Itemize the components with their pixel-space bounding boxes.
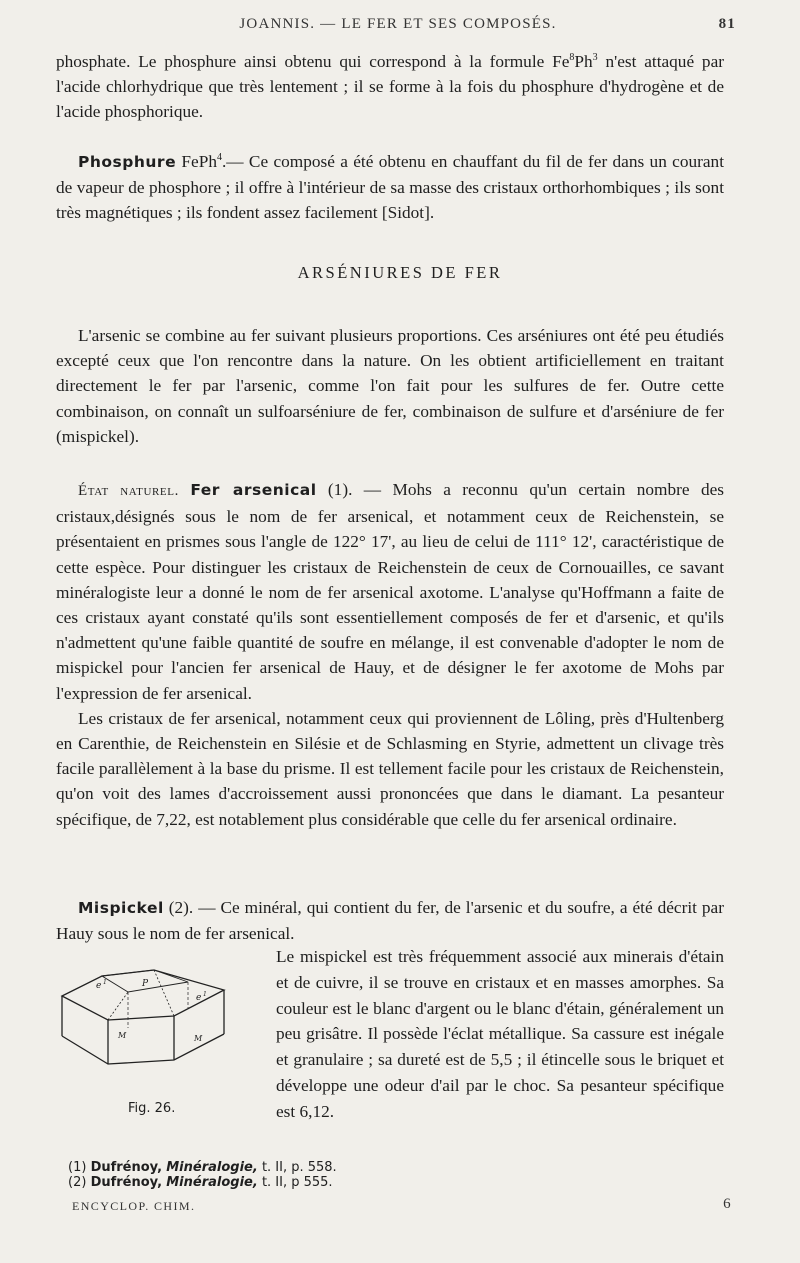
signature-mark: 6 <box>723 1196 732 1212</box>
svg-text:1: 1 <box>103 979 107 986</box>
page-footer <box>72 1196 732 1214</box>
term-fer-arsenical: Fer arsenical <box>190 481 317 499</box>
footnotes <box>68 1160 337 1190</box>
figure-caption: Fig. 26. <box>128 1101 176 1116</box>
paragraph-arsenic: L'arsenic se combine au fer suivant plusieurs proportions. Ces arséniures ont été peu étudiés excepté ceux que l'on rencontre dans la nature. On les obtient artificiellement en traitant directement le fer par l'arsenic, comme l'on fait pour les sulfures de fer. Outre cette combinaison, on connaît un sulfoarséniure de fer, combinaison de sulfure et d'arséniure de fer (mispickel). <box>56 326 724 446</box>
term-phosphure: Phosphure <box>78 152 177 171</box>
paragraph-fer-arsenical: État naturel. Fer arsenical (1). — Mohs a reconnu qu'un certain nombre des cristaux,désignés sous le nom de fer arsenical, et notamment ceux de Reichenstein, se présentaient en prismes sous l'angle de 122° 17', au lieu de celui de 111° 12', caractéristique de cette espèce. Pour distinguer les cristaux de Reichenstein de ceux de Cornouailles, ce savant minéralogiste leur a donné le nom de fer arsenical axotome. L'analyse qu'Hoffmann a faite de ces cristaux ayant constaté qu'ils sont essentiellement composés de fer et d'arsenic, et qu'ils n'admettent qu'une faible quantité de soufre en mélange, il est convenable d'adopter le nom de mispickel pour l'ancien fer arsenical de Hauy, et de désigner le fer axotome de Mohs par l'expression de fer arsenical. Les cristaux de fer arsenical, notamment ceux qui proviennent de Lôling, près d'Hultenberg en Carenthie, de Reichenstein en Silésie et de Schlasming en Styrie, admettent un clivage très facile parallèlement à la base du prisme. Il est tellement facile pour les cristaux de Reichenstein, qu'on voit des lames d'accroissement aussi prononcées que dans le diamant. La pesanteur spécifique, de 7,22, est notablement plus considérable que celle du fer arsenical ordinaire. <box>56 477 724 832</box>
footer-label: ENCYCLOP. CHIM. <box>72 1199 196 1213</box>
paragraph-phosphure: Phosphure FePh$^4$.— Ce composé a été obtenu en chauffant du fil de fer dans un courant de vapeur de phosphore ; il offre à l'intérieur de sa masse des cristaux orthorhombiques ; ils sont très magnétiques ; ils fondent assez facilement [Sidot]. <box>56 151 724 223</box>
paragraph-phosphate: phosphate. Le phosphure ainsi obtenu qui correspond à la formule Fe$^8$Ph$^3$ n'est attaqué par l'acide chlorhydrique que très lentement ; il se forme à la fois du phosphure d'hydrogène et de l'acide phosphorique. <box>56 51 724 122</box>
crystal-figure <box>56 944 272 1128</box>
page-number: 81 <box>718 16 736 32</box>
running-title: JOANNIS. — LE FER ET SES COMPOSÉS. <box>239 16 557 32</box>
fig-label-m-left: M <box>118 1031 127 1040</box>
crystal-diagram <box>56 948 268 1098</box>
label-etat-naturel: État naturel. <box>78 483 179 499</box>
fig-label-m-right: M <box>194 1034 203 1043</box>
fig-label-p: P <box>142 979 149 989</box>
paragraph-cristaux: Les cristaux de fer arsenical, notamment ceux qui proviennent de Lôling, près d'Hultenberg en Carenthie, de Reichenstein en Silésie et de Schlasming en Styrie, admettent un clivage très facile parallèlement à la base du prisme. Il est tellement facile pour les cristaux de Reichenstein, qu'on voit des lames d'accroissement aussi prononcées que dans le diamant. La pesanteur spécifique, de 7,22, est notablement plus considérable que celle du fer arsenical ordinaire. <box>56 708 724 829</box>
fig-label-e1: e <box>96 981 102 991</box>
paragraph-mispickel: Mispickel (2). — Ce minéral, qui contient du fer, de l'arsenic et du soufre, a été décrit par Hauy sous le nom de fer arsenical. <box>56 898 724 944</box>
term-mispickel: Mispickel <box>78 899 164 917</box>
fig-label-e2: e <box>196 993 202 1003</box>
svg-text:1: 1 <box>203 991 207 998</box>
footnote-2: (2) Dufrénoy, Minéralogie, t. II, p 555. <box>68 1175 333 1190</box>
section-heading: ARSÉNIURES DE FER <box>297 263 503 282</box>
footnote-1: (1) Dufrénoy, Minéralogie, t. II, p. 558. <box>68 1160 337 1175</box>
paragraph-mispickel-properties: e 1 P e 1 M M Fig. 26. Le mispickel est très fréquemment associé aux minerais d'étain et de cuivre, il se trouve en cristaux et en masses amorphes. Sa couleur est le blanc d'argent ou le blanc d'étain, généralement un peu grisâtre. Il possède l'éclat métallique. Sa cassure est inégale et granulaire ; sa dureté est de 5,5 ; il étincelle sous le briquet et développe une odeur d'ail par le choc. Sa pesanteur spécifique est 6,12. <box>56 944 724 1128</box>
